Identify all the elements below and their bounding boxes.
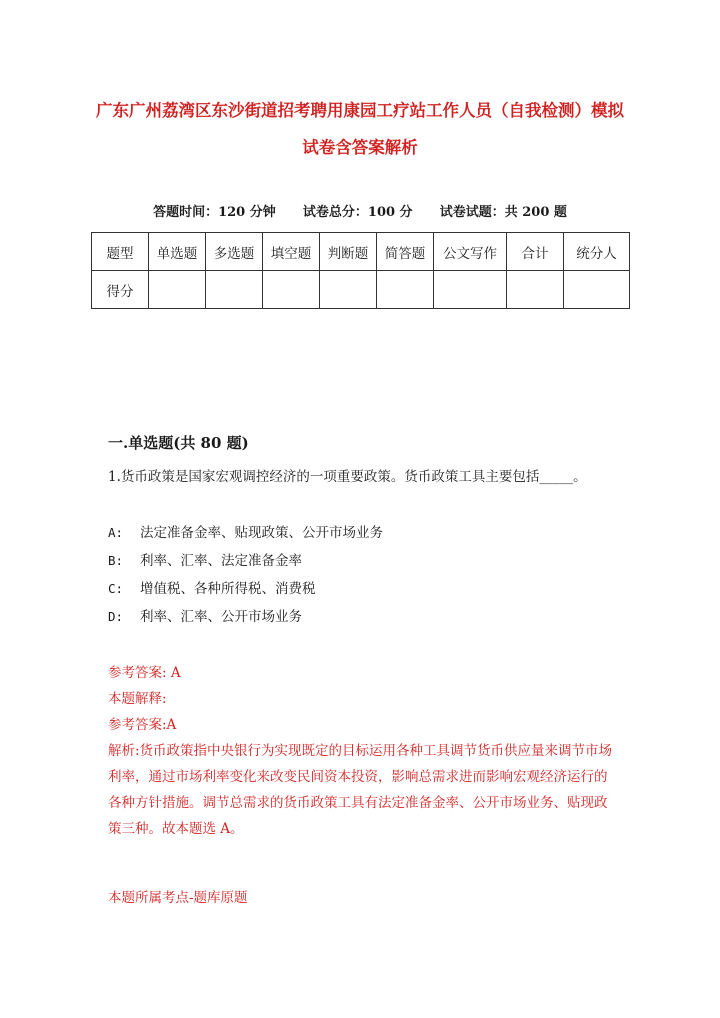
option-d <box>108 603 383 631</box>
score-cell <box>320 271 377 309</box>
score-cell <box>434 271 507 309</box>
score-row-label: 得分 <box>92 271 149 309</box>
analysis-text: 解析:货币政策指中央银行为实现既定的目标运用各种工具调节货币供应量来调节市场利率，通过市场利率变化来改变民间资本投资，影响总需求进而影响宏观经济运行的各种方针措施。调节总需求的货币政策工具有法定准备金率、公开市场业务、贴现政策三种。故本题选 A。 <box>108 743 613 837</box>
score-table-header-row <box>92 233 630 271</box>
score-header-cell: 简答题 <box>377 233 434 271</box>
option-text: 利率、汇率、法定准备金率 <box>140 553 302 569</box>
question-stem: 1.货币政策是国家宏观调控经济的一项重要政策。货币政策工具主要包括_____。 <box>108 469 587 485</box>
exam-point: 本题所属考点-题库原题 <box>108 890 248 906</box>
option-list <box>108 519 383 631</box>
score-cell <box>263 271 320 309</box>
score-header-cell: 统分人 <box>564 233 630 271</box>
exam-meta: 答题时间：120 分钟 试卷总分：100 分 试卷试题：共 200 题 <box>153 205 567 220</box>
score-header-cell: 公文写作 <box>434 233 507 271</box>
score-header-cell: 题型 <box>92 233 149 271</box>
section-heading: 一.单选题(共 80 题) <box>108 434 249 452</box>
reference-answer: 参考答案: A <box>108 665 181 681</box>
score-table-row <box>92 271 630 309</box>
reference-answer-repeat: 参考答案:A <box>108 717 177 733</box>
option-key: A: <box>108 525 124 540</box>
score-header-cell: 合计 <box>507 233 564 271</box>
answer-block <box>108 660 620 842</box>
option-key: C: <box>108 581 124 596</box>
option-key: D: <box>108 609 124 624</box>
score-cell <box>507 271 564 309</box>
exam-title: 广东广州荔湾区东沙街道招考聘用康园工疗站工作人员（自我检测）模拟试卷含答案解析 <box>96 101 624 157</box>
option-text: 法定准备金率、贴现政策、公开市场业务 <box>140 525 383 541</box>
score-cell <box>149 271 206 309</box>
score-cell <box>564 271 630 309</box>
score-header-cell: 多选题 <box>206 233 263 271</box>
score-header-cell: 判断题 <box>320 233 377 271</box>
option-text: 增值税、各种所得税、消费税 <box>140 581 316 597</box>
score-table <box>91 232 630 309</box>
option-key: B: <box>108 553 124 568</box>
score-header-cell: 填空题 <box>263 233 320 271</box>
explanation-label: 本题解释: <box>108 691 167 707</box>
score-cell <box>377 271 434 309</box>
option-text: 利率、汇率、公开市场业务 <box>140 609 302 625</box>
option-c <box>108 575 383 603</box>
option-a <box>108 519 383 547</box>
score-header-cell: 单选题 <box>149 233 206 271</box>
score-cell <box>206 271 263 309</box>
option-b <box>108 547 383 575</box>
